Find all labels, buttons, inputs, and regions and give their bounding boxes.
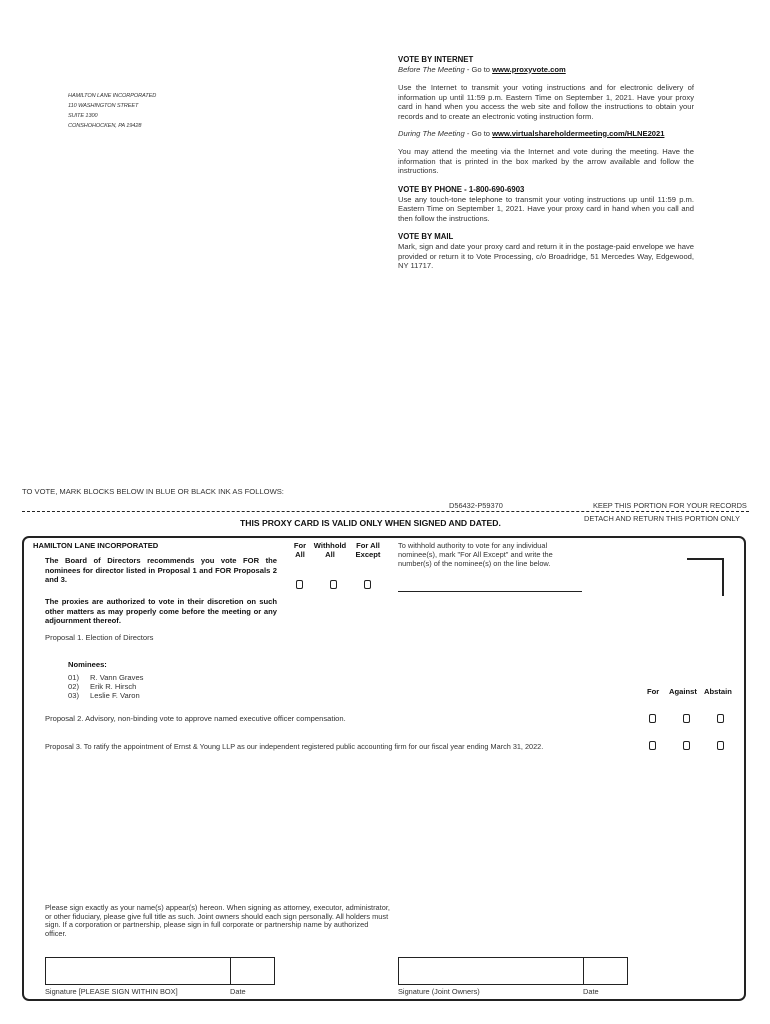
card-company-name: HAMILTON LANE INCORPORATED [33, 541, 159, 550]
vote-internet-heading: VOTE BY INTERNET [398, 55, 474, 64]
validity-notice: THIS PROXY CARD IS VALID ONLY WHEN SIGNED AND DATED. [240, 518, 501, 528]
internet-paragraph: Use the Internet to transmit your voting instructions and for electronic delivery of information up until 11:59 p.m. Eastern Time on September 1, 2021. Have your proxy card in hand when you access the web site and follow the instructions to obtain your records and to create an electronic voting instruction form. [398, 83, 694, 121]
address-line: CONSHOHOCKEN, PA 19428 [68, 123, 142, 129]
joint-signature-label: Signature (Joint Owners) [398, 987, 480, 996]
detach-line [22, 511, 749, 512]
address-line: HAMILTON LANE INCORPORATED [68, 93, 157, 99]
list-item: 02) Erik R. Hirsch [68, 681, 137, 691]
nominee-exception-line[interactable] [398, 591, 582, 592]
corner-mark [687, 558, 724, 560]
proposal-3-abstain-checkbox[interactable] [717, 741, 724, 750]
before-meeting-label: Before The Meeting [398, 64, 465, 74]
signature-label: Signature [PLEASE SIGN WITHIN BOX] [45, 987, 178, 996]
virtual-meeting-link[interactable]: www.virtualshareholdermeeting.com/HLNE2021 [492, 128, 665, 138]
proposal-1-label: Proposal 1. Election of Directors [45, 633, 154, 642]
control-code: D56432-P59370 [449, 501, 503, 510]
checkbox-withhold-all[interactable] [330, 580, 337, 589]
checkbox-for-all[interactable] [296, 580, 303, 589]
nominees-heading: Nominees: [68, 660, 107, 669]
joint-date-label: Date [583, 987, 599, 996]
column-for: For [647, 687, 660, 696]
address-line: SUITE 1300 [68, 113, 98, 119]
proxies-note: The proxies are authorized to vote in their discretion on such other matters as may properly come before the meeting or any adjournment thereof. [45, 597, 277, 626]
column-for-all-except: For All Except [355, 541, 381, 560]
withhold-instructions: To withhold authority to vote for any individual nominee(s), mark "For All Except" and write the number(s) of the nominee(s) on the line below. [398, 541, 553, 569]
vote-phone-heading: VOTE BY PHONE - 1-800-690-6903 [398, 184, 525, 194]
return-address [68, 91, 156, 131]
column-against: Against [669, 687, 697, 696]
before-meeting-text: - Go to [464, 64, 493, 74]
signing-instructions: Please sign exactly as your name(s) appear(s) hereon. When signing as attorney, executor, administrator, or other fiduciary, please give full title as such. Joint owners should each sign personally. All holders must sign. If a corporation or partnership, please sign in full corporate or partnership name by authorized officer. [45, 903, 390, 938]
proposal-3-for-checkbox[interactable] [649, 741, 656, 750]
date-box[interactable] [230, 957, 275, 985]
column-for-all: For All [293, 541, 307, 560]
column-withhold-all: Withhold All [313, 541, 347, 560]
during-paragraph: You may attend the meeting via the Internet and vote during the meeting. Have the information that is printed in the box marked by the arrow available and follow the instructions. [398, 147, 694, 176]
during-meeting-text: - Go to [464, 128, 493, 138]
date-label: Date [230, 987, 246, 996]
proposal-2-label: Proposal 2. Advisory, non-binding vote to approve named executive officer compensation. [45, 714, 346, 723]
corner-mark [722, 558, 724, 596]
joint-signature-box[interactable] [398, 957, 584, 985]
column-abstain: Abstain [704, 687, 732, 696]
signature-box[interactable] [45, 957, 231, 985]
detach-portion-label: DETACH AND RETURN THIS PORTION ONLY [584, 514, 740, 523]
before-meeting-line [398, 65, 694, 75]
phone-paragraph: Use any touch-tone telephone to transmit your voting instructions up until 11:59 p.m. Eastern Time on September 1, 2021. Have your proxy card in hand when you call and then follow the instructions. [398, 194, 694, 223]
voting-instructions [398, 55, 694, 271]
proposal-2-for-checkbox[interactable] [649, 714, 656, 723]
proposal-3-against-checkbox[interactable] [683, 741, 690, 750]
list-item: 03) Leslie F. Varon [68, 690, 140, 700]
mark-instructions: TO VOTE, MARK BLOCKS BELOW IN BLUE OR BLACK INK AS FOLLOWS: [22, 487, 284, 496]
keep-portion-label: KEEP THIS PORTION FOR YOUR RECORDS [593, 501, 747, 510]
address-line: 110 WASHINGTON STREET [68, 103, 139, 109]
board-recommendation: The Board of Directors recommends you vote FOR the nominees for director listed in Proposal 1 and FOR Proposals 2 and 3. [45, 556, 277, 585]
during-meeting-label: During The Meeting [398, 128, 465, 138]
proposal-3-label: Proposal 3. To ratify the appointment of Ernst & Young LLP as our independent registered public accounting firm for our fiscal year ending March 31, 2022. [45, 742, 544, 751]
proxyvote-link[interactable]: www.proxyvote.com [492, 64, 566, 74]
list-item: 01) R. Vann Graves [68, 673, 144, 682]
joint-date-box[interactable] [583, 957, 628, 985]
during-meeting-line [398, 129, 694, 139]
nominee-list [68, 674, 143, 700]
vote-mail-heading: VOTE BY MAIL [398, 232, 454, 242]
checkbox-for-all-except[interactable] [364, 580, 371, 589]
proposal-2-against-checkbox[interactable] [683, 714, 690, 723]
proposal-2-abstain-checkbox[interactable] [717, 714, 724, 723]
mail-paragraph: Mark, sign and date your proxy card and return it in the postage-paid envelope we have provided or return it to Vote Processing, c/o Broadridge, 51 Mercedes Way, Edgewood, NY 11717. [398, 241, 694, 271]
